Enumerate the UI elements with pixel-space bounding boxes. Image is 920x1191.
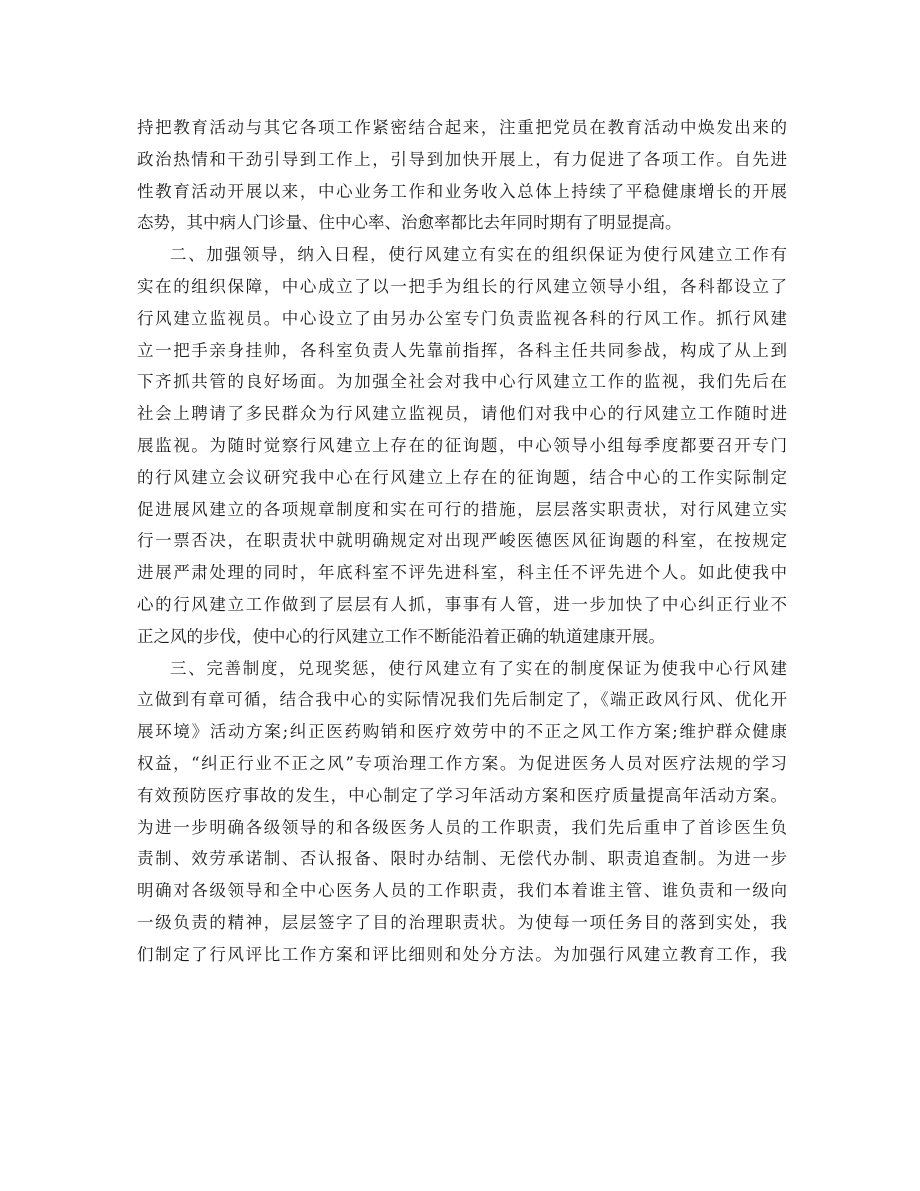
text-line: 展监视。为随时觉察行风建立上存在的征询题，中心领导小组每季度都要召开专门 [137,435,787,455]
text-line: 行风建立监视员。中心设立了由另办公室专门负责监视各科的行风工作。抓行风建 [137,308,787,328]
text-line: 展环境》活动方案;纠正医药购销和医疗效劳中的不正之风工作方案;维护群众健康 [137,722,787,742]
text-line: 社会上聘请了多民群众为行风建立监视员，请他们对我中心的行风建立工作随时进 [137,404,787,424]
text-line: 明确对各级领导和全中心医务人员的工作职责，我们本着谁主管、谁负责和一级向 [137,881,787,901]
text-line: 持把教育活动与其它各项工作紧密结合起来，注重把党员在教育活动中焕发出来的 [137,118,787,137]
text-line: 为进一步明确各级领导的和各级医务人员的工作职责，我们先后重申了首诊医生负 [137,817,787,837]
text-line: 态势，其中病人门诊量、住中心率、治愈率都比去年同时期有了明显提高。 [137,213,682,233]
text-line: 正之风的步伐，使中心的行风建立工作不断能沿着正确的轨道建康开展。 [137,626,665,646]
text-line: 一级负责的精神，层层签字了目的治理职责状。为使每一项任务目的落到实处，我 [137,912,787,932]
text-line: 们制定了行风评比工作方案和评比细则和处分方法。为加强行风建立教育工作，我 [137,944,787,964]
text-line: 三、完善制度，兑现奖惩，使行风建立有了实在的制度保证为使我中心行风建 [170,658,787,678]
text-line: 下齐抓共管的良好场面。为加强全社会对我中心行风建立工作的监视，我们先后在 [137,372,787,392]
text-line: 政治热情和干劲引导到工作上，引导到加快开展上，有力促进了各项工作。自先进 [137,149,787,169]
text-line: 行一票否决，在职责状中就明确规定对出现严峻医德医风征询题的科室，在按规定 [137,531,787,551]
document-body [137,112,787,971]
text-line: 的行风建立会议研究我中心在行风建立上存在的征询题，结合中心的工作实际制定 [137,467,787,487]
text-line: 二、加强领导，纳入日程，使行风建立有实在的组织保证为使行风建立工作有 [170,245,787,265]
text-line: 立做到有章可循，结合我中心的实际情况我们先后制定了，《端正政风行风、优化开 [137,690,787,710]
text-line: 实在的组织保障，中心成立了以一把手为组长的行风建立领导小组，各科都设立了 [137,276,787,296]
text-line: 进展严肃处理的同时，年底科室不评先进科室，科主任不评先进个人。如此使我中 [137,563,787,583]
text-line: 性教育活动开展以来，中心业务工作和业务收入总体上持续了平稳健康增长的开展 [137,181,787,201]
text-line: 心的行风建立工作做到了层层有人抓，事事有人管，进一步加快了中心纠正行业不 [137,594,787,614]
text-line: 责制、效劳承诺制、否认报备、限时办结制、无偿代办制、职责追查制。为进一步 [137,849,787,869]
text-line: 立一把手亲身挂帅，各科室负责人先靠前指挥，各科主任共同参战，构成了从上到 [137,340,787,360]
text-line: 有效预防医疗事故的发生，中心制定了学习年活动方案和医疗质量提高年活动方案。 [137,785,787,805]
text-line: 权益，“纠正行业不正之风”专项治理工作方案。为促进医务人员对医疗法规的学习 [137,753,787,773]
text-line: 促进展风建立的各项规章制度和实在可行的措施，层层落实职责状，对行风建立实 [137,499,787,519]
